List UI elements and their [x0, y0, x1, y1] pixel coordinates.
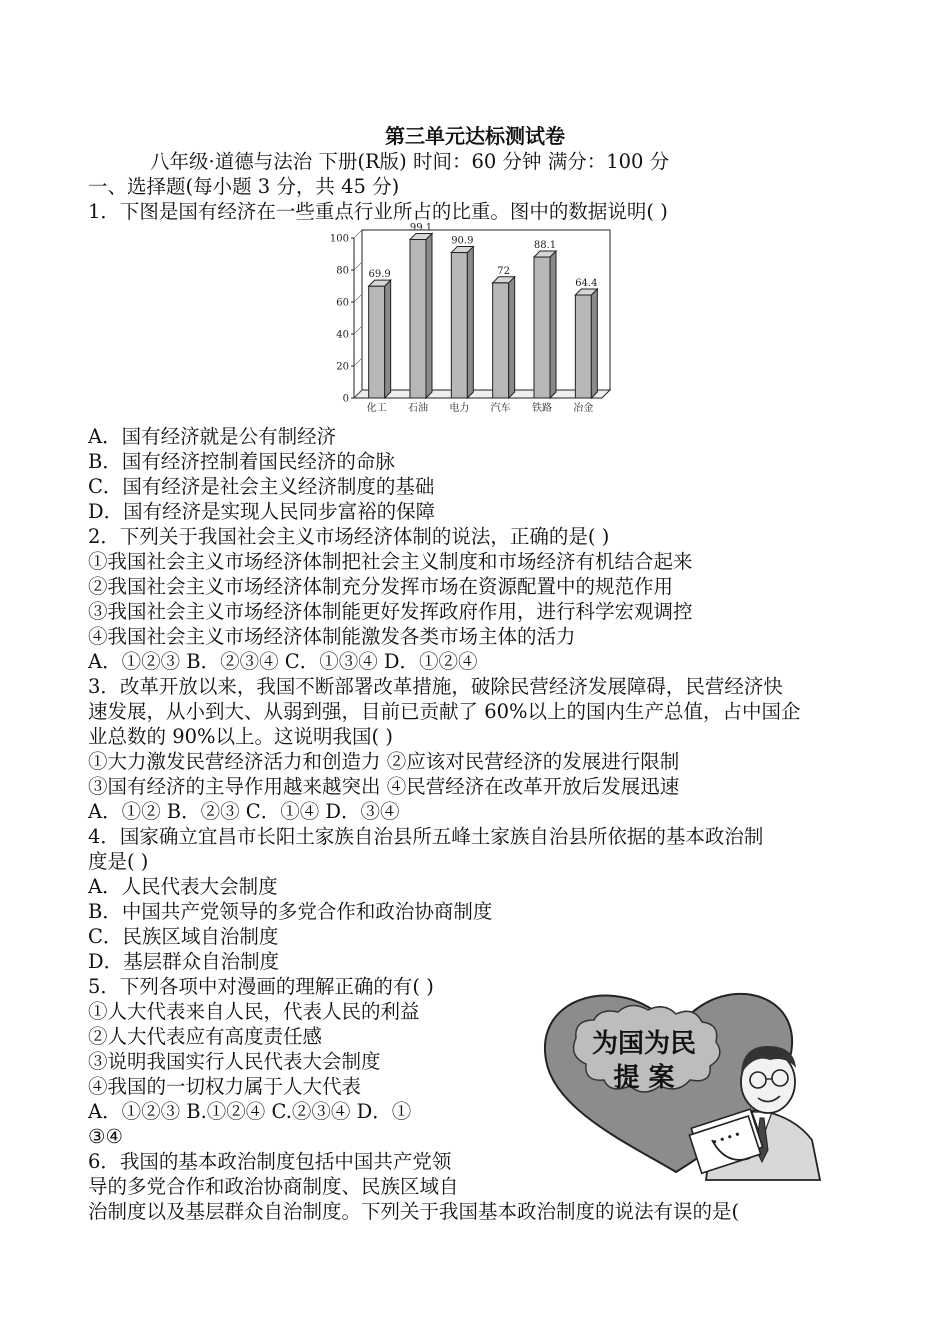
question-2-stem: 2．下列关于我国社会主义市场经济体制的说法，正确的是( ) — [88, 525, 610, 548]
cartoon-text-line1: 为国为民 — [591, 1029, 697, 1059]
state-economy-bar-chart — [329, 222, 620, 418]
y-grid-diagonal — [354, 230, 362, 238]
bar-side — [426, 233, 432, 398]
bar-side — [509, 277, 515, 398]
y-tick-label: 60 — [336, 297, 349, 309]
q1-option-c: C．国有经济是社会主义经济制度的基础 — [88, 475, 435, 498]
q5-options-1: A．①②③ B.①②④ C.②③④ D．① — [88, 1100, 412, 1123]
cartoon-deputy-proposal — [536, 990, 826, 1180]
question-6-stem-3: 治制度以及基层群众自治制度。下列关于我国基本政治制度的说法有误的是( — [88, 1200, 740, 1223]
q3-options: A．①② B．②③ C．①④ D．③④ — [88, 800, 400, 823]
category-label: 电力 — [449, 403, 470, 414]
q1-option-b: B．国有经济控制着国民经济的命脉 — [88, 450, 395, 473]
category-label: 化工 — [366, 403, 387, 414]
question-3-stem-2: 速发展，从小到大、从弱到强，目前已贡献了 60%以上的国内生产总值，占中国企 — [88, 700, 801, 723]
page-title: 第三单元达标测试卷 — [385, 124, 565, 148]
chart-floor — [354, 390, 610, 398]
q4-option-b: B．中国共产党领导的多党合作和政治协商制度 — [88, 900, 493, 923]
q5-statement-2: ②人大代表应有高度责任感 — [88, 1025, 323, 1048]
category-label: 汽车 — [490, 403, 511, 414]
bar-side — [467, 247, 473, 398]
bar-side — [591, 289, 597, 398]
question-4-stem-1: 4．国家确立宜昌市长阳土家族自治县所五峰土家族自治县所依据的基本政治制 — [88, 825, 764, 848]
q4-option-d: D．基层群众自治制度 — [88, 950, 280, 973]
data-label: 99.1 — [409, 222, 433, 234]
q5-statement-1: ①人大代表来自人民，代表人民的利益 — [88, 1000, 420, 1023]
y-tick-label: 80 — [336, 265, 349, 277]
q5-options-2: ③④ — [88, 1125, 123, 1148]
q2-statement-1: ①我国社会主义市场经济体制把社会主义制度和市场经济有机结合起来 — [88, 550, 693, 573]
y-tick-label: 100 — [329, 233, 349, 245]
question-5-stem: 5．下列各项中对漫画的理解正确的有( ) — [88, 975, 434, 998]
q1-option-d: D．国有经济是实现人民同步富裕的保障 — [88, 500, 436, 523]
q3-statements-1: ①大力激发民营经济活力和创造力 ②应该对民营经济的发展进行限制 — [88, 750, 680, 773]
data-label: 90.9 — [451, 235, 474, 247]
question-4-stem-2: 度是( ) — [88, 850, 149, 873]
question-1-stem: 1．下图是国有经济在一些重点行业所占的比重。图中的数据说明( ) — [88, 200, 668, 223]
q2-statement-2: ②我国社会主义市场经济体制充分发挥市场在资源配置中的规范作用 — [88, 575, 674, 598]
question-3-stem-3: 业总数的 90%以上。这说明我国( ) — [88, 725, 393, 748]
question-6-stem-2: 导的多党合作和政治协商制度、民族区域自 — [88, 1175, 459, 1198]
y-grid-diagonal — [354, 294, 362, 302]
q2-options: A．①②③ B．②③④ C．①③④ D．①②④ — [88, 650, 478, 673]
data-label: 64.4 — [575, 277, 598, 289]
data-label: 72 — [497, 265, 511, 277]
bar-电力 — [451, 253, 467, 398]
bar-side — [385, 280, 391, 398]
y-tick-label: 20 — [336, 361, 349, 373]
chart-back-wall — [362, 230, 610, 390]
category-label: 铁路 — [532, 403, 552, 414]
cartoon-text-line2: 提 案 — [613, 1063, 675, 1093]
y-tick-label: 40 — [336, 329, 349, 341]
q2-statement-3: ③我国社会主义市场经济体制能更好发挥政府作用，进行科学宏观调控 — [88, 600, 693, 623]
category-label: 冶金 — [573, 403, 594, 414]
data-label: 69.9 — [368, 269, 391, 281]
bar-石油 — [410, 239, 426, 398]
q5-statement-4: ④我国的一切权力属于人大代表 — [88, 1075, 362, 1098]
q4-option-c: C．民族区域自治制度 — [88, 925, 279, 948]
exam-info: 八年级·道德与法治 下册(R版) 时间：60 分钟 满分：100 分 — [150, 150, 670, 173]
q2-statement-4: ④我国社会主义市场经济体制能激发各类市场主体的活力 — [88, 625, 576, 648]
category-label: 石油 — [408, 403, 428, 414]
y-grid-diagonal — [354, 326, 362, 334]
question-6-stem-1: 6．我国的基本政治制度包括中国共产党领 — [88, 1150, 452, 1173]
q4-option-a: A．人民代表大会制度 — [88, 875, 278, 898]
y-tick-label: 0 — [342, 393, 349, 405]
y-grid-diagonal — [354, 358, 362, 366]
bar-化工 — [369, 286, 385, 398]
section-heading: 一、选择题(每小题 3 分，共 45 分) — [88, 175, 400, 198]
q3-statements-2: ③国有经济的主导作用越来越突出 ④民营经济在改革开放后发展迅速 — [88, 775, 680, 798]
question-3-stem-1: 3．改革开放以来，我国不断部署改革措施，破除民营经济发展障碍，民营经济快 — [88, 675, 783, 698]
y-grid-diagonal — [354, 262, 362, 270]
bar-冶金 — [575, 295, 591, 398]
bar-铁路 — [534, 257, 550, 398]
q5-statement-3: ③说明我国实行人民代表大会制度 — [88, 1050, 381, 1073]
bar-汽车 — [493, 283, 509, 398]
bar-side — [550, 251, 556, 398]
data-label: 88.1 — [533, 240, 557, 252]
q1-option-a: A．国有经济就是公有制经济 — [88, 425, 337, 448]
